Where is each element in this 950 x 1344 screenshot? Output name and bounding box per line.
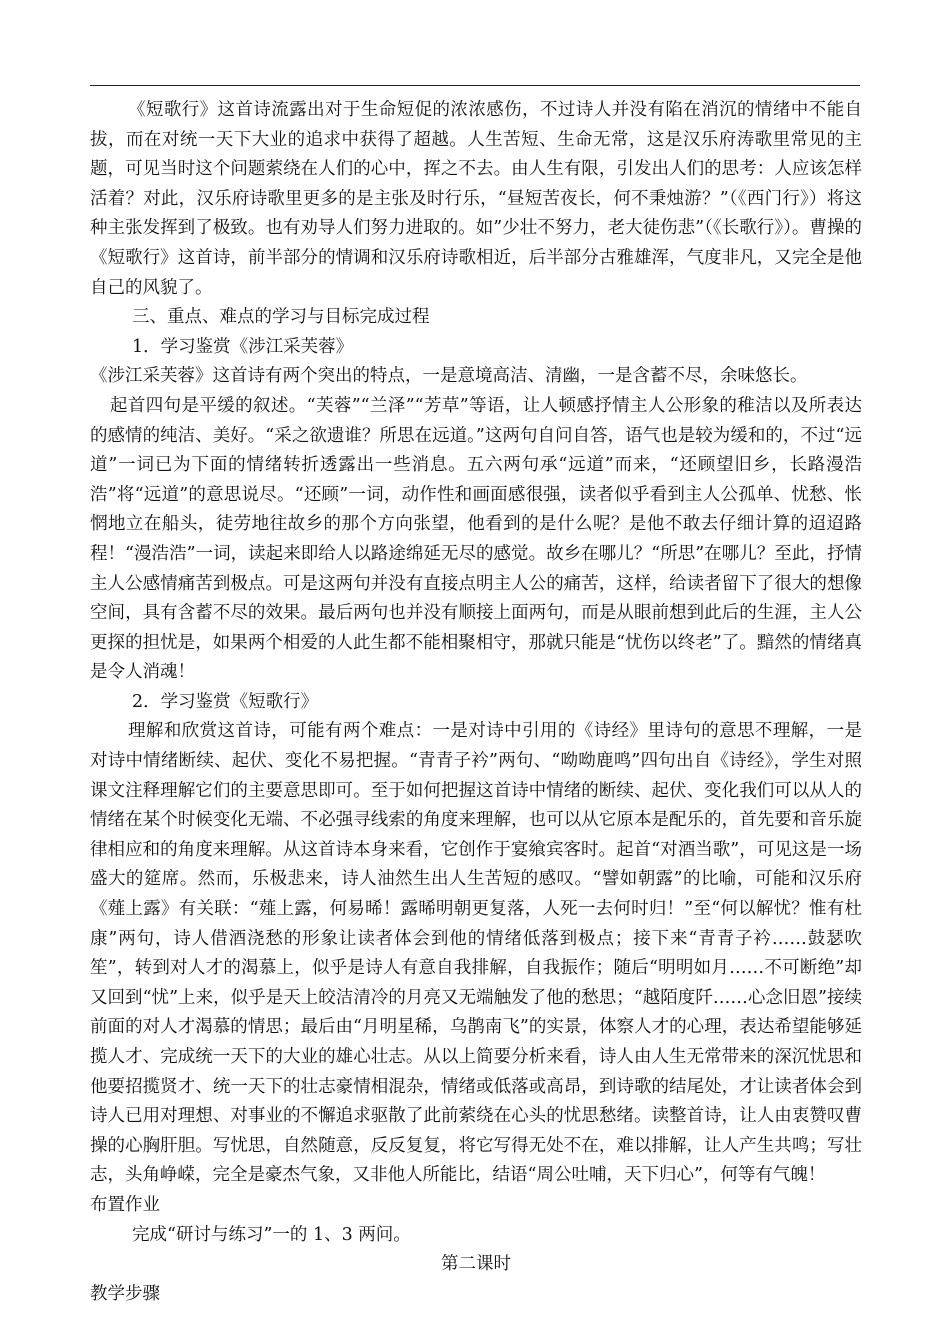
subheading-1: 1．学习鉴赏《涉江采芙蓉》 (132, 336, 354, 357)
section-heading-3: 三、重点、难点的学习与目标完成过程 (132, 307, 430, 328)
paragraph-intro: 《短歌行》这首诗流露出对于生命短促的浓浓感伤，不过诗人并没有陷在消沉的情绪中不能自拔，而在对统一天下大业的追求中获得了超越。人生苦短、生命无常，这是汉乐府涛歌里常见的主题，可见当时这个问题萦绕在人们的心中，挥之不去。由人生有限，引发出人们的思考：人应该怎样活着？对此，汉乐府诗歌里更多的是主张及时行乐，“昼短苦夜长，何不秉烛游？”（《西门行》）将这种主张发挥到了极致。也有劝导人们努力进取的。如”少壮不努力，老大徒伤悲”（《长歌行》）。曹操的《短歌行》这首诗，前半部分的情调和汉乐府诗歌相近，后半部分古雅雄浑，气度非凡，又完全是他自己的风貌了。 (90, 100, 862, 298)
subheading-2: 2．学习鉴赏《短歌行》 (132, 691, 319, 712)
homework-heading: 布置作业 (90, 1194, 160, 1215)
lesson-two-heading: 第二课时 (441, 1254, 511, 1275)
teaching-steps-heading: 教学步骤 (90, 1283, 160, 1304)
header-rule (90, 85, 860, 86)
paragraph-shejiang-analysis: 起首四句是平缓的叙述。“芙蓉”“兰泽”“芳草”等语，让人顿感抒情主人公形象的稚洁以及所表达的感情的纯洁、美好。“采之欲遗谁？所思在远道。”这两句自问自答，语气也是较为缓和的，不过“远道”一词已为下面的情绪转折透露出一些消息。五六两句承“远道”而来，“还顾望旧乡，长路漫浩浩”将“远道”的意思说尽。“还顾”一词，动作性和画面感很强，读者似乎看到主人公孤单、忧愁、怅惘地立在船头，徒劳地往故乡的那个方向张望，他看到的是什么呢？是他不敢去仔细计算的迢迢路程！“漫浩浩”一词，读起来即给人以路途绵延无尽的感觉。故乡在哪儿？“所思”在哪儿？至此，抒情主人公感情痛苦到极点。可是这两句并没有直接点明主人公的痛苦，这样，给读者留下了很大的想像空间，具有含蓄不尽的效果。最后两句也并没有顺接上面两句，而是从眼前想到此后的生涯，主人公更探的担忧是，如果两个相爱的人此生都不能相聚相守，那就只能是“忧伤以终老”了。黯然的情绪真是令人消魂！ (90, 395, 862, 683)
homework-text: 完成“研讨与练习”一的 1、3 两问。 (132, 1224, 411, 1245)
paragraph-shejiang-features: 《涉江采芙蓉》这首诗有两个突出的特点，一是意境高洁、清幽，一是含蓄不尽，余味悠长。 (90, 366, 808, 387)
paragraph-duangexing-analysis: 理解和欣赏这首诗，可能有两个难点：一是对诗中引用的《诗经》里诗句的意思不理解，一是对诗中情绪断续、起伏、变化不易把握。“青青子衿”两句、“呦呦鹿鸣”四句出自《诗经》，学生对照课文注释理解它们的主要意思即可。至于如何把握这首诗中情绪的断续、起伏、变化我们可以从人的情绪在某个时候变化无端、不必强寻线索的角度来理解，也可以从它原本是配乐的，首先要和音乐旋律相应和的角度来理解。从这首诗本身来看，它创作于宴飨宾客时。起首“对酒当歌”，可见这是一场盛大的筵席。然而，乐极悲来，诗人油然生出人生苦短的感叹。“譬如朝露”的比喻，可能和汉乐府《薤上露》有关联：“薤上露，何易晞！露晞明朝更复落，人死一去何时归！”至“何以解忧？惟有杜康”两句，诗人借酒浇愁的形象让读者体会到他的情绪低落到极点；接下来“青青子衿……鼓瑟吹笙”，转到对人才的渴慕上，似乎是诗人有意自我排解，自我振作；随后“明明如月……不可断绝”却又回到“忧”上来，似乎是天上皎洁清冷的月亮又无端触发了他的愁思；“越陌度阡……心念旧恩”接续前面的对人才渴慕的情思；最后由“月明星稀，乌鹊南飞”的实景，体察人才的心理，表达希望能够延揽人才、完成统一天下的大业的雄心壮志。从以上简要分析来看，诗人由人生无常带来的深沉忧思和他要招揽贤才、统一天下的壮志豪情相混杂，情绪或低落或高昂，到诗歌的结尾处，才让读者体会到诗人已用对理想、对事业的不懈追求驱散了此前萦绕在心头的忧思愁绪。读整首诗，让人由衷赞叹曹操的心胸肝胆。写忧思，自然随意，反反复复，将它写得无处不在，难以排解，让人产生共鸣；写壮志，头角峥嵘，完全是豪杰气象，又非他人所能比，结语“周公吐哺，天下归心”，何等有气魄！ (90, 721, 862, 1186)
document-body (90, 96, 862, 1309)
